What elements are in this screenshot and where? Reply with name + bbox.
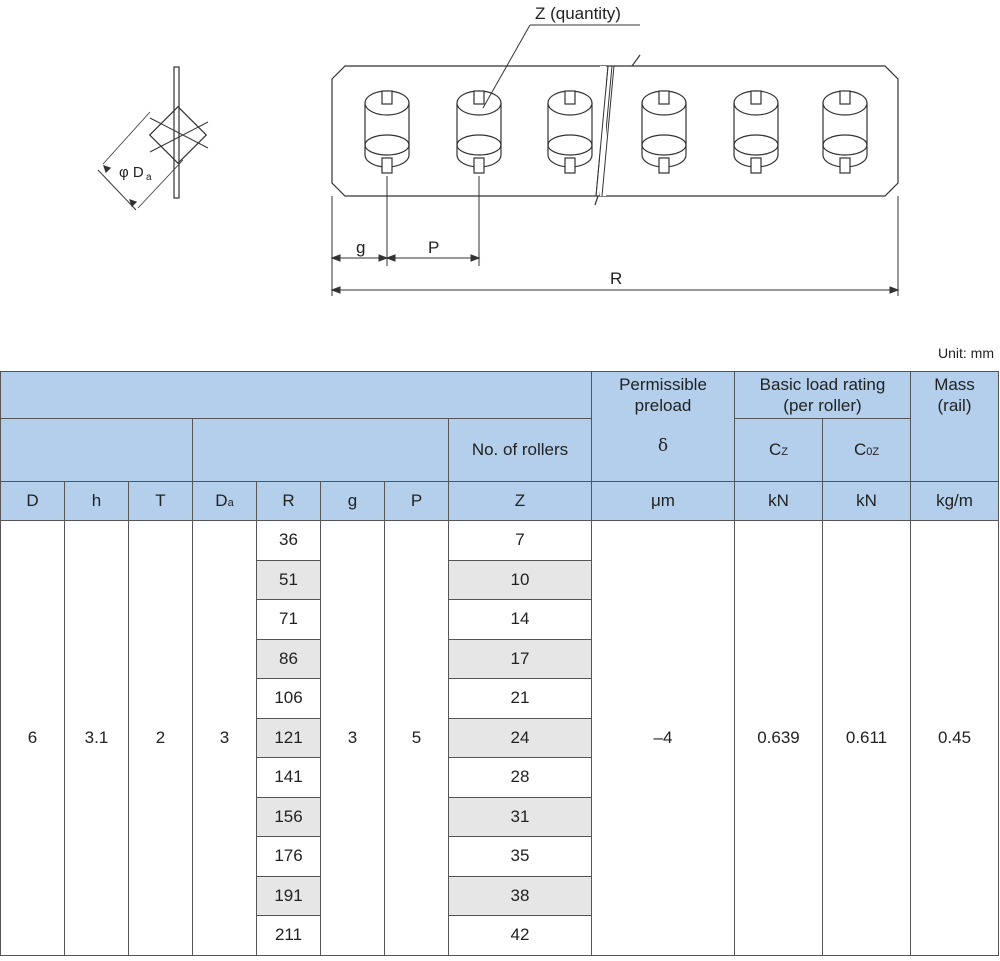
cell-R: 51 [257, 560, 321, 600]
col-cz-unit: kN [735, 482, 823, 521]
cell-R: 106 [257, 679, 321, 719]
cell-cz: 0.639 [735, 521, 823, 956]
cell-T: 2 [129, 521, 193, 956]
col-D: D [1, 482, 65, 521]
cell-R: 191 [257, 876, 321, 916]
cell-D: 6 [1, 521, 65, 956]
mass-line2: (rail) [937, 396, 972, 415]
dim-r-label: R [610, 269, 623, 288]
cell-P: 5 [385, 521, 449, 956]
cell-Z: 21 [449, 679, 592, 719]
header-blank-mid [193, 419, 449, 482]
header-coz: C0Z [823, 419, 911, 482]
col-mass-unit: kg/m [911, 482, 999, 521]
cell-R: 176 [257, 837, 321, 877]
cell-coz: 0.611 [823, 521, 911, 956]
header-blank-left [1, 419, 193, 482]
header-preload [592, 372, 735, 482]
cell-Z: 35 [449, 837, 592, 877]
cell-Z: 31 [449, 797, 592, 837]
break-gap [600, 66, 606, 196]
header-cz: CZ [735, 419, 823, 482]
col-R: R [257, 482, 321, 521]
table-row [1, 521, 999, 561]
cell-Z: 10 [449, 560, 592, 600]
col-P: P [385, 482, 449, 521]
roller [457, 91, 501, 173]
dim-g-label: g [356, 238, 366, 257]
col-coz-unit: kN [823, 482, 911, 521]
col-Da: Da [193, 482, 257, 521]
cell-R: 141 [257, 758, 321, 798]
preload-line2: preload [634, 396, 692, 415]
col-g: g [321, 482, 385, 521]
col-preload-unit: μm [592, 482, 735, 521]
roller [642, 91, 686, 173]
cell-Z: 24 [449, 718, 592, 758]
side-view [98, 67, 208, 210]
diameter-label: φ D [119, 164, 144, 181]
cell-Z: 42 [449, 916, 592, 956]
roller [823, 91, 867, 173]
mass-line1: Mass [934, 375, 975, 394]
table-body [1, 521, 999, 956]
delta-symbol: δ [657, 436, 669, 456]
cell-R: 121 [257, 718, 321, 758]
header-rollers: No. of rollers [449, 419, 592, 482]
header-mass [911, 372, 999, 482]
header-load-rating [735, 372, 911, 419]
load-line2: (per roller) [783, 396, 862, 415]
z-callout-label: Z (quantity) [535, 4, 621, 23]
preload-line1: Permissible [619, 375, 707, 394]
roller [734, 91, 778, 173]
roller [365, 91, 409, 173]
cell-R: 36 [257, 521, 321, 561]
cell-Z: 7 [449, 521, 592, 561]
cell-mass: 0.45 [911, 521, 999, 956]
header-blank-top [1, 372, 592, 419]
roller [548, 91, 592, 173]
unit-label: Unit: mm [938, 345, 994, 361]
cell-Z: 17 [449, 639, 592, 679]
cell-Z: 28 [449, 758, 592, 798]
roller-cage-drawing [0, 0, 1000, 330]
dim-p-label: P [428, 238, 440, 257]
cell-preload: –4 [592, 521, 735, 956]
load-line1: Basic load rating [759, 375, 886, 394]
cell-R: 156 [257, 797, 321, 837]
cell-h: 3.1 [65, 521, 129, 956]
cell-R: 211 [257, 916, 321, 956]
cage-plate [332, 55, 898, 205]
spec-table [0, 371, 999, 956]
diameter-subscript: a [146, 172, 152, 183]
cell-Z: 38 [449, 876, 592, 916]
cell-R: 86 [257, 639, 321, 679]
cell-Z: 14 [449, 600, 592, 640]
col-h: h [65, 482, 129, 521]
col-Z: Z [449, 482, 592, 521]
cell-Da: 3 [193, 521, 257, 956]
col-T: T [129, 482, 193, 521]
cell-g: 3 [321, 521, 385, 956]
cell-R: 71 [257, 600, 321, 640]
